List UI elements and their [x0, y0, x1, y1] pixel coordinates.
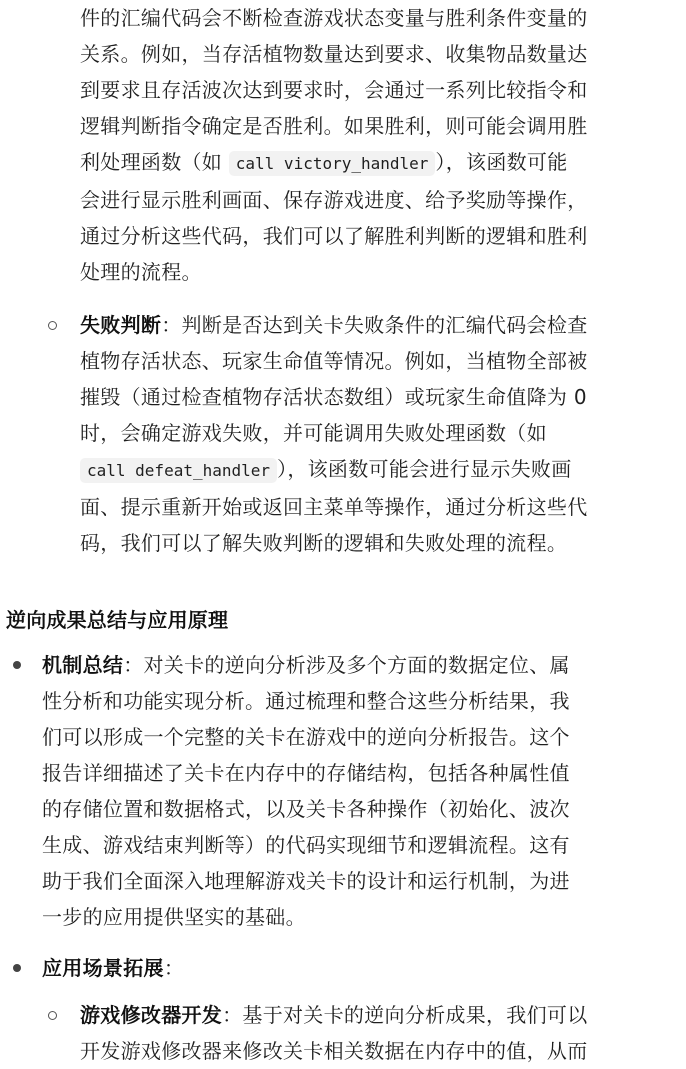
- text-line: 性分析和功能实现分析。通过梳理和整合这些分析结果，我: [42, 689, 570, 713]
- bullet-icon: [13, 964, 21, 972]
- text-line: 到要求且存活波次达到要求时，会通过一系列比较指令和: [80, 78, 588, 102]
- inline-code-defeat-handler: call defeat_handler: [80, 458, 277, 483]
- text-line: 面、提示重新开始或返回主菜单等操作，通过分析这些代: [80, 495, 588, 519]
- text-line: 开发游戏修改器来修改关卡相关数据在内存中的值，从而: [80, 1039, 588, 1063]
- hollow-bullet-icon: [48, 321, 57, 330]
- bullet-icon: [13, 661, 21, 669]
- text-line: [80, 144, 686, 182]
- modifier-list-item: [80, 997, 686, 1069]
- item-title-modifier: 游戏修改器开发: [80, 1003, 223, 1027]
- section-heading: 逆向成果总结与应用原理: [6, 608, 229, 632]
- text-line: 们可以形成一个完整的关卡在游戏中的逆向分析报告。这个: [42, 725, 570, 749]
- text-line: 助于我们全面深入地理解游戏关卡的设计和运行机制，为进: [42, 869, 570, 893]
- text-line: 的存储位置和数据格式，以及关卡各种操作（初始化、波次: [42, 797, 570, 821]
- text-fragment: ：判断是否达到关卡失败条件的汇编代码会检查: [161, 313, 588, 337]
- text-line: 通过分析这些代码，我们可以了解胜利判断的逻辑和胜利: [80, 224, 588, 248]
- text-line: 生成、游戏结束判断等）的代码实现细节和逻辑流程。这有: [42, 833, 570, 857]
- text-line: 码，我们可以了解失败判断的逻辑和失败处理的流程。: [80, 531, 568, 555]
- text-fragment: ），该函数可能: [435, 150, 568, 174]
- text-line: 处理的流程。: [80, 260, 202, 284]
- hollow-bullet-icon: [48, 1011, 57, 1020]
- text-fragment: ），该函数可能会进行显示失败画: [277, 457, 572, 481]
- text-line: 件的汇编代码会不断检查游戏状态变量与胜利条件变量的: [80, 6, 588, 30]
- text-line: [80, 307, 686, 343]
- text-line: 摧毁（通过检查植物存活状态数组）或玩家生命值降为 0: [80, 385, 587, 409]
- text-line: [80, 451, 686, 489]
- text-line: [42, 950, 686, 986]
- text-line: 会进行显示胜利画面、保存游戏进度、给予奖励等操作，: [80, 188, 588, 212]
- defeat-list-item: [80, 307, 686, 561]
- text-line: 一步的应用提供坚实的基础。: [42, 905, 306, 929]
- item-title-application: 应用场景拓展: [42, 956, 164, 980]
- text-line: [42, 647, 686, 683]
- text-fragment: ：对关卡的逆向分析涉及多个方面的数据定位、属: [123, 653, 570, 677]
- text-line: 关系。例如，当存活植物数量达到要求、收集物品数量达: [80, 42, 588, 66]
- mechanism-list-item: [42, 647, 686, 935]
- text-line: 报告详细描述了关卡在内存中的存储结构，包括各种属性值: [42, 761, 570, 785]
- text-line: 时，会确定游戏失败，并可能调用失败处理函数（如: [80, 421, 547, 445]
- item-title-mechanism: 机制总结: [42, 653, 124, 677]
- text-line: [80, 997, 686, 1033]
- text-fragment: ：基于对关卡的逆向分析成果，我们可以: [222, 1003, 588, 1027]
- victory-paragraph-continuation: [80, 0, 686, 290]
- application-list-item: [42, 950, 686, 986]
- text-fragment: ：: [163, 956, 185, 980]
- text-fragment: 利处理函数（如: [80, 150, 229, 174]
- text-line: 植物存活状态、玩家生命值等情况。例如，当植物全部被: [80, 349, 588, 373]
- text-line: 逻辑判断指令确定是否胜利。如果胜利，则可能会调用胜: [80, 114, 588, 138]
- inline-code-victory-handler: call victory_handler: [229, 151, 436, 176]
- item-title-defeat: 失败判断: [80, 313, 162, 337]
